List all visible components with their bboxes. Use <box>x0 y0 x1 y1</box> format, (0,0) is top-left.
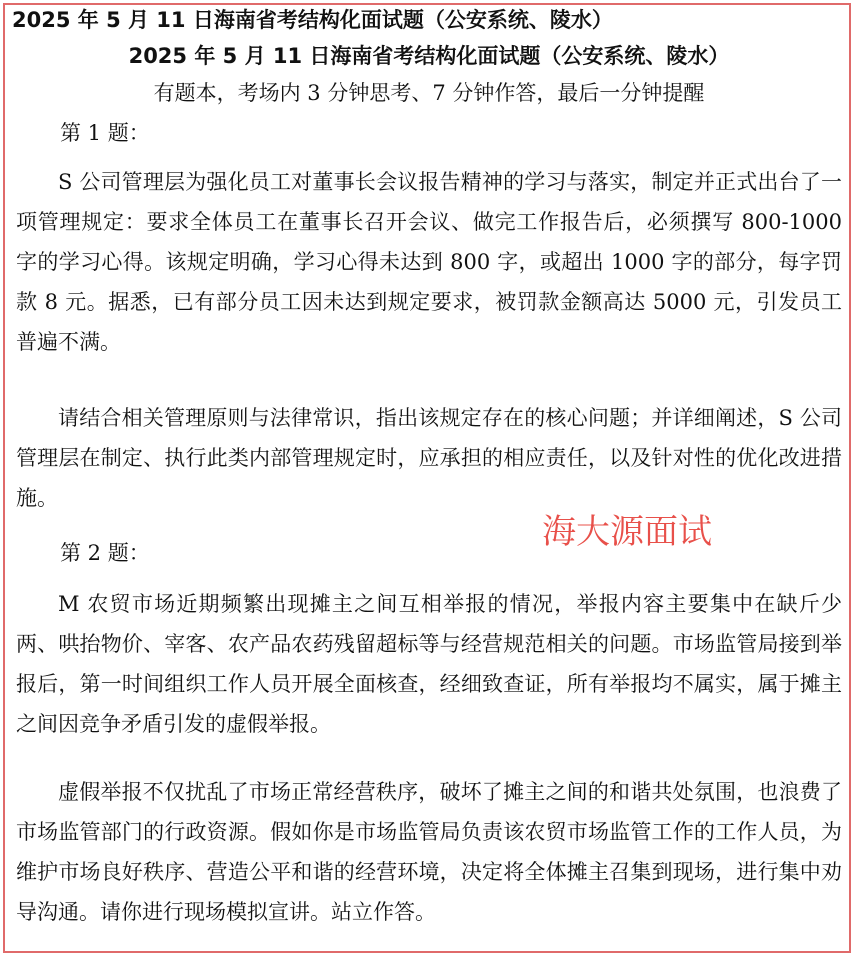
question-1-scenario: S 公司管理层为强化员工对董事长会议报告精神的学习与落实，制定并正式出台了一项管理规定：要求全体员工在董事长召开会议、做完工作报告后，必须撰写 800-1000 字的学习心得。该规定明确，学习心得未达到 800 字，或超出 1000 字的部分，每字罚款 8 元。据悉，已有部分员工因未达到规定要求，被罚款金额高达 5000 元，引发员工普遍不满。 <box>16 170 842 354</box>
question-1-prompt: 请结合相关管理原则与法律常识，指出该规定存在的核心问题；并详细阐述，S 公司管理层在制定、执行此类内部管理规定时，应承担的相应责任，以及针对性的优化改进措施。 <box>16 406 842 510</box>
question-2-scenario: M 农贸市场近期频繁出现摊主之间互相举报的情况，举报内容主要集中在缺斤少两、哄抬物价、宰客、农产品农药残留超标等与经营规范相关的问题。市场监管局接到举报后，第一时间组织工作人员开展全面核查，经细致查证，所有举报均不属实，属于摊主之间因竞争矛盾引发的虚假举报。 <box>16 592 842 736</box>
question-2-label: 第 2 题： <box>60 541 150 565</box>
watermark: 海大源面试 <box>542 512 712 552</box>
exam-instructions: 有题本，考场内 3 分钟思考、7 分钟作答，最后一分钟提醒 <box>153 81 705 105</box>
question-1-label: 第 1 题： <box>60 121 150 145</box>
document-title: 2025 年 5 月 11 日海南省考结构化面试题（公安系统、陵水） <box>128 44 730 68</box>
page-heading: 2025 年 5 月 11 日海南省考结构化面试题（公安系统、陵水） <box>12 8 613 32</box>
question-2-prompt: 虚假举报不仅扰乱了市场正常经营秩序，破坏了摊主之间的和谐共处氛围，也浪费了市场监管部门的行政资源。假如你是市场监管局负责该农贸市场监管工作的工作人员，为维护市场良好秩序、营造公平和谐的经营环境，决定将全体摊主召集到现场，进行集中劝导沟通。请你进行现场模拟宣讲。站立作答。 <box>16 780 842 924</box>
